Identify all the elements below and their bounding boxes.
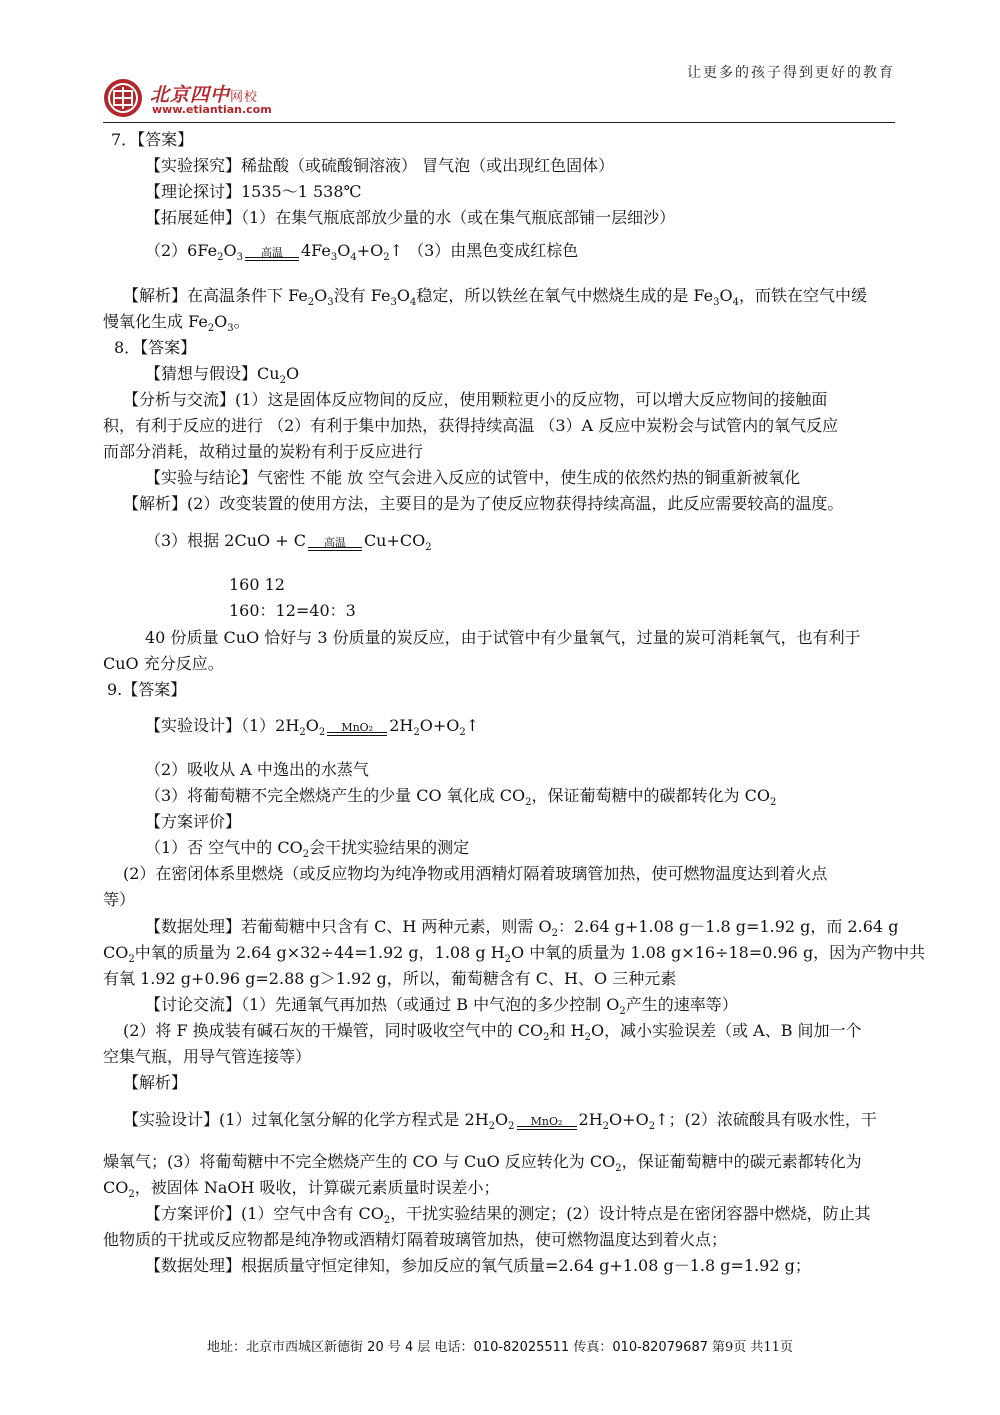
page-number: 第9页 共11页	[712, 1340, 793, 1355]
condition-high-temp: 高温	[260, 246, 283, 259]
logo-url: www.etiantian.com	[152, 103, 272, 116]
q8-line-7: （3）根据 2CuO + C 高温 $Cu+CO_2$	[145, 531, 432, 554]
q7-line-1: 【实验探究】稀盐酸（或硫酸铜溶液） 冒气泡（或出现红色固体）	[145, 156, 615, 175]
q9-line-19: 他物质的干扰或反应物都是纯净物或酒精灯隔着玻璃管加热，使可燃物温度达到着火点；	[103, 1230, 728, 1249]
q9-line-8: 【数据处理】若葡萄糖中只含有 C、H 两种元素，则需 $O_2$：2.64 g+1.08 g－1.8 g=1.92 g，而 2.64 g	[145, 917, 899, 940]
q7-line-3: 【拓展延伸】（1）在集气瓶底部放少量的水（或在集气瓶底部铺一层细沙）	[145, 208, 676, 227]
q9-line-2: （2）吸收从 A 中逸出的水蒸气	[145, 760, 369, 779]
q8-line-2: 【分析与交流】(1）这是固体反应物间的反应，使用颗粒更小的反应物，可以增大反应物间的接触面	[123, 390, 828, 409]
page-footer	[0, 1336, 1000, 1355]
header-divider	[103, 122, 895, 123]
q9-line-1: 【实验设计】$(1)2H_2O_2$ MnO₂ $2H_2O+O_2↑$	[145, 716, 480, 739]
q8-line-11: CuO 充分反应。	[103, 654, 224, 673]
q9-title: 9.【答案】	[107, 680, 187, 699]
q7-analysis-1: 【解析】在高温条件下 $Fe_2O_3$没有 $Fe_3O_4$稳定，所以铁丝在氧气中燃烧生成的是 $Fe_3O_4$，而铁在空气中缓	[123, 286, 868, 309]
logo-suffix: 网校	[230, 90, 259, 105]
q9-line-20: 【数据处理】根据质量守恒定律知，参加反应的氧气质量=2.64 g+1.08 g－1.8 g=1.92 g；	[145, 1256, 811, 1275]
q7-analysis-2: 慢氧化生成 $Fe_2O_3$。	[103, 312, 250, 335]
q9-line-14: 【解析】	[123, 1073, 188, 1092]
school-logo-icon	[102, 77, 144, 119]
q7-line-4: $(2)6Fe_2O_3$ 高温 $4Fe_3O_4+O_2↑$ （3）由黑色变成红棕色	[145, 241, 579, 264]
q9-line-13: 空集气瓶，用导气管连接等）	[103, 1047, 312, 1066]
condition-high-temp: 高温	[323, 536, 346, 549]
q8-line-6: 【解析】(2）改变装置的使用方法，主要目的是为了使反应物获得持续高温，此反应需要较高的温度。	[123, 494, 844, 513]
logo-name: 北京四中网校	[150, 84, 259, 106]
q8-line-3: 积，有利于反应的进行 （2）有利于集中加热，获得持续高温 （3）A 反应中炭粉会与试管内的氧气反应	[103, 416, 839, 435]
q9-line-10: 有氧 1.92 g+0.96 g=2.88 g＞1.92 g，所以，葡萄糖含有 C、H、O 三种元素	[103, 969, 677, 988]
q8-line-5: 【实验与结论】气密性 不能 放 空气会进入反应的试管中，使生成的依然灼热的铜重新被氧化	[145, 468, 801, 487]
q9-line-18: 【方案评价】(1）空气中含有 $CO_2$，干扰实验结果的测定；(2）设计特点是在密闭容器中燃烧，防止其	[145, 1204, 871, 1227]
condition-mno2: MnO₂	[530, 1115, 563, 1128]
q9-line-7: 等）	[103, 890, 136, 909]
condition-mno2: MnO₂	[341, 721, 374, 734]
q9-line-17: $CO_2$，被固体 NaOH 吸收，计算碳元素质量时误差小；	[103, 1178, 500, 1201]
q9-line-6: (2）在密闭体系里燃烧（或反应物均为纯净物或用酒精灯隔着玻璃管加热，使可燃物温度达到着火点	[123, 864, 828, 883]
footer-address: 地址：北京市西城区新德街 20 号 4 层 电话：010-82025511 传真：010-82079687	[207, 1340, 708, 1355]
q9-line-9: $CO_2$中氧的质量为 2.64 g×32÷44=1.92 g，1.08 g $H_2O$ 中氧的质量为 1.08 g×16÷18=0.96 g，因为产物中共	[103, 943, 926, 966]
header-slogan: 让更多的孩子得到更好的教育	[687, 65, 895, 81]
q9-line-3: （3）将葡萄糖不完全燃烧产生的少量 CO 氧化成 $CO_2$，保证葡萄糖中的碳都转化为 $CO_2$	[145, 786, 777, 809]
q8-line-9: 160：12=40：3	[229, 601, 356, 620]
q9-line-11: 【讨论交流】（1）先通氧气再加热（或通过 B 中气泡的多少控制 $O_2$产生的速率等）	[145, 995, 738, 1018]
q7-line-2: 【理论探讨】1535～1 538℃	[145, 182, 362, 201]
q8-title: 8．【答案】	[114, 338, 197, 357]
q9-line-16: 燥氧气；(3）将葡萄糖中不完全燃烧产生的 CO 与 CuO 反应转化为 $CO_2$，保证葡萄糖中的碳元素都转化为	[103, 1152, 862, 1175]
q7-title: 7．【答案】	[111, 130, 194, 149]
q8-line-1: 【猜想与假设】$Cu_2O$	[145, 364, 300, 387]
q8-line-4: 而部分消耗，故稍过量的炭粉有利于反应进行	[103, 442, 424, 461]
q9-line-5: （1）否 空气中的 $CO_2$会干扰实验结果的测定	[145, 838, 470, 861]
q9-line-4: 【方案评价】	[145, 812, 242, 831]
q8-line-10: 40 份质量 CuO 恰好与 3 份质量的炭反应，由于试管中有少量氧气，过量的炭可消耗氧气，也有利于	[145, 628, 861, 647]
q9-line-15: 【实验设计】(1）过氧化氢分解的化学方程式是 $2H_2O_2$ MnO₂ $2H_2O+O_2↑$；(2）浓硫酸具有吸水性，干	[123, 1110, 877, 1133]
q8-line-8: 160 12	[229, 575, 285, 594]
q9-line-12: (2）将 F 换成装有碱石灰的干燥管，同时吸收空气中的 $CO_2$和 $H_2O$，减小实验误差（或 A、B 间加一个	[123, 1021, 862, 1044]
